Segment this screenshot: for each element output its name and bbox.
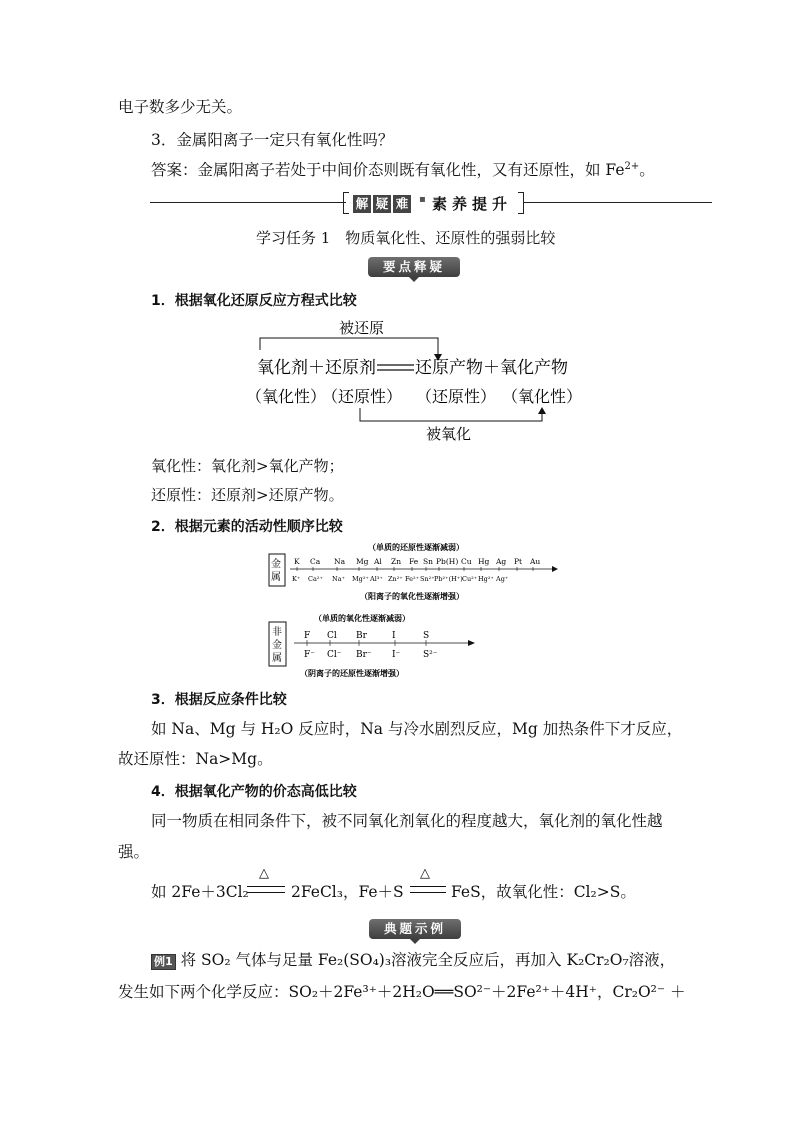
example-tag: 例1	[151, 954, 176, 970]
metal-ion-label: Mg²⁺	[352, 575, 369, 583]
banner-bracket-right	[518, 192, 524, 214]
oxidized-bracket	[360, 408, 542, 421]
oxidized-label: 被氧化	[426, 425, 472, 443]
metal-ion-label: K⁺	[292, 575, 301, 583]
heat-symbol: △	[420, 866, 430, 881]
metal-element-label: Sn	[423, 557, 433, 566]
nonmetal-box-char: 属	[272, 653, 282, 664]
metal-element-label: Hg	[478, 557, 490, 566]
metal-ion-label: Pb²⁺(H⁺)	[434, 575, 463, 583]
equation-right: 还原产物＋氧化产物	[415, 358, 568, 378]
para-4-line1: 同一物质在相同条件下，被不同氧化剂氧化的程度越大，氧化剂的氧化性越	[151, 812, 663, 830]
banner-chars	[352, 193, 412, 213]
metal-ion-label: Ag⁺	[496, 575, 509, 583]
answer-3-sup: 2+	[624, 160, 640, 172]
nonmetal-elements	[304, 631, 429, 646]
example-line1-text: 将 SO₂ 气体与足量 Fe₂(SO₄)₃溶液完全反应后，再加入 K₂Cr₂O₇溶液，	[180, 951, 676, 969]
heading-2: 2．根据元素的活动性顺序比较	[151, 519, 343, 535]
metal-element-label: Pt	[514, 557, 523, 566]
task-title: 学习任务 1 物质氧化性、还原性的强弱比较	[256, 229, 556, 247]
nonmetal-bottom-note: （阴离子的还原性逐渐增强）	[300, 668, 404, 678]
banner-char: 解	[353, 195, 371, 213]
nonmetal-element-label: Cl	[327, 631, 337, 641]
eq-suffix: FeS，故氧化性：Cl₂>S。	[451, 883, 636, 901]
nonmetal-element-label: S	[423, 631, 430, 641]
metal-box-char: 金	[271, 559, 281, 570]
nonmetal-ion-label: Cl⁻	[327, 650, 342, 660]
metal-element-label: Al	[374, 557, 382, 566]
metal-bottom-note: （阳离子的氧化性逐渐增强）	[360, 591, 464, 601]
answer-3-suffix: 。	[639, 161, 655, 179]
metal-element-label: Mg	[356, 557, 369, 566]
answer-3	[151, 160, 655, 180]
prop-oxidation-product: （氧化性）	[502, 387, 583, 406]
banner-char: 难	[393, 195, 411, 213]
metal-element-label: Na	[334, 557, 346, 566]
nonmetal-element-label: F	[304, 631, 311, 641]
banner-rule-right	[524, 202, 712, 203]
eq-bar	[247, 886, 285, 893]
rule-reducing: 还原性：还原剂>还原产物。	[151, 486, 344, 504]
rule-oxidizing: 氧化性：氧化剂>氧化产物；	[151, 457, 344, 475]
nonmetal-ion-label: Br⁻	[356, 650, 372, 660]
eq-bar	[410, 886, 446, 893]
paragraph-continuation: 电子数多少无关。	[118, 98, 243, 116]
eq-mid: 2FeCl₃，Fe＋S	[291, 883, 404, 901]
banner-char: 疑	[373, 195, 391, 213]
prop-reduction-product: （还原性）	[416, 387, 497, 406]
banner-title: 素养提升	[432, 195, 513, 213]
metal-ion-label: Cu²⁺	[462, 575, 478, 583]
metal-ion-label: Zn²⁺	[388, 575, 403, 583]
example-line1	[151, 950, 675, 970]
nonmetal-ion-label: S²⁻	[423, 650, 438, 660]
metal-ion-label: Ca²⁺	[308, 575, 323, 583]
banner-rule-left	[150, 202, 346, 203]
heat-symbol: △	[259, 866, 269, 881]
metal-ions	[292, 575, 508, 583]
eq-prefix: 如 2Fe＋3Cl₂	[151, 883, 249, 901]
oxidized-arrowhead	[538, 407, 546, 414]
reduced-label: 被还原	[339, 319, 385, 337]
nonmetal-ion-label: I⁻	[392, 650, 401, 660]
nonmetal-ions	[304, 650, 438, 660]
metal-element-label: K	[294, 557, 300, 566]
answer-3-text: 答案：金属阳离子若处于中间价态则既有氧化性，又有还原性，如 Fe	[151, 161, 625, 179]
pill-examples: 典题示例	[369, 919, 461, 939]
metal-element-label: Cu	[461, 557, 472, 566]
heading-3: 3．根据反应条件比较	[151, 692, 287, 708]
banner-bracket-left	[343, 192, 349, 214]
metal-ion-label: Na⁺	[332, 575, 345, 583]
metal-activity-chart	[268, 542, 568, 606]
heading-4: 4．根据氧化产物的价态高低比较	[151, 784, 357, 800]
metal-ion-label: Sn²⁺	[420, 575, 435, 583]
metal-element-label: Ca	[310, 557, 321, 566]
prop-oxidant: （氧化性）	[246, 387, 327, 406]
metal-axis-arrow	[552, 566, 558, 572]
redox-diagram	[240, 318, 590, 448]
equation-left: 氧化剂＋还原剂	[257, 358, 376, 378]
nonmetal-box-char: 非	[272, 627, 282, 638]
metal-ion-label: Al³⁺	[370, 575, 383, 583]
nonmetal-top-note: （单质的氧化性逐渐减弱）	[314, 613, 410, 623]
nonmetal-box-char: 金	[272, 640, 282, 651]
metal-element-label: Fe	[409, 557, 419, 566]
nonmetal-element-label: I	[392, 631, 396, 641]
metal-element-label: Ag	[496, 557, 507, 566]
nonmetal-chart	[268, 612, 488, 682]
pill-key-points: 要点释疑	[368, 257, 460, 277]
metal-box-char: 属	[271, 572, 281, 583]
metal-ion-label: Hg²⁺	[478, 575, 494, 583]
metal-element-label: Au	[530, 557, 541, 566]
para-4-line2: 强。	[118, 843, 150, 861]
nonmetal-axis-arrow	[468, 640, 475, 646]
nonmetal-ion-label: F⁻	[304, 650, 315, 660]
para-3-line2: 故还原性：Na>Mg。	[118, 750, 273, 768]
reduced-bracket	[260, 338, 438, 358]
heading-1: 1．根据氧化还原反应方程式比较	[151, 293, 357, 309]
question-3: 3．金属阳离子一定只有氧化性吗？	[151, 131, 394, 149]
example-line2: 发生如下两个化学反应：SO₂＋2Fe³⁺＋2H₂O══SO²⁻＋2Fe²⁺＋4H⁺，Cr₂O²⁻ ＋	[118, 983, 686, 1001]
banner-dot: ▪	[419, 194, 426, 205]
para-3-line1: 如 Na、Mg 与 H₂O 反应时，Na 与冷水剧烈反应，Mg 加热条件下才反应，	[151, 720, 683, 738]
metal-top-note: （单质的还原性逐渐减弱）	[368, 542, 464, 552]
metal-element-label: Zn	[391, 557, 402, 566]
metal-element-label: Pb(H)	[436, 557, 459, 566]
prop-reductant: （还原性）	[322, 387, 403, 406]
metal-ion-label: Fe²⁺	[405, 575, 420, 583]
nonmetal-element-label: Br	[356, 631, 367, 641]
